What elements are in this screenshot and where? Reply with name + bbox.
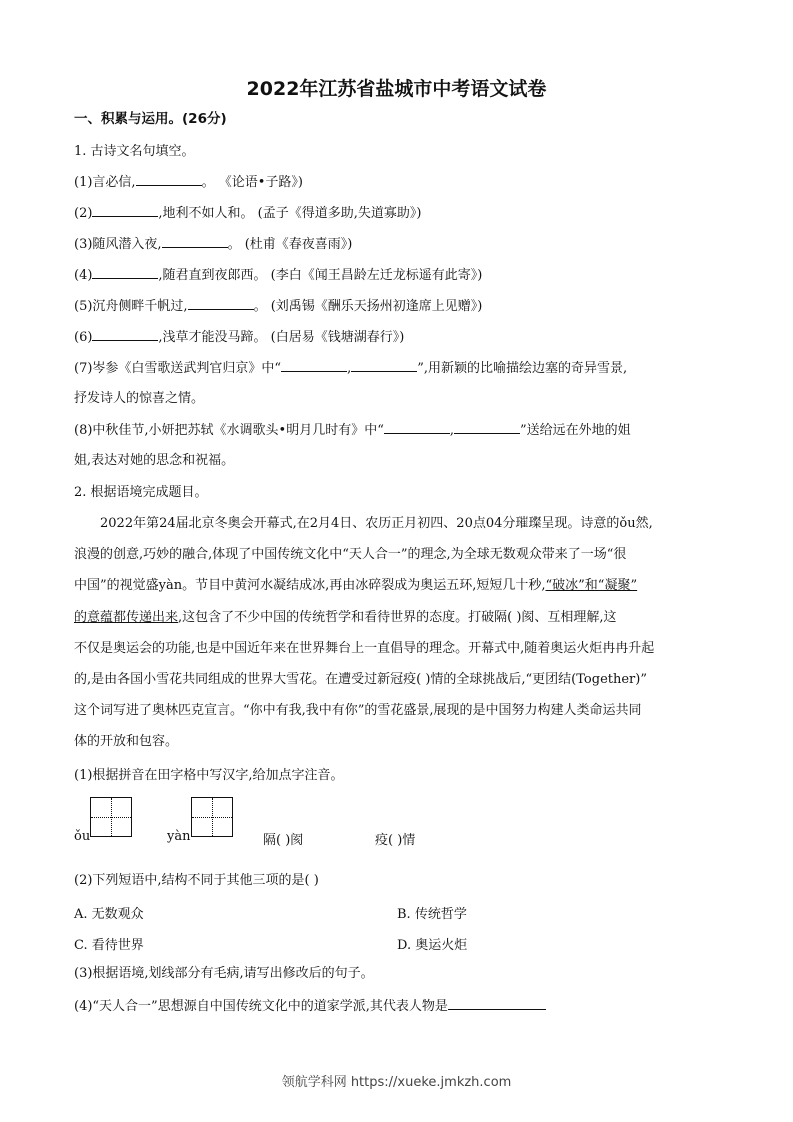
question-1-item-1: (1)言必信, 。 《论语•子路》) <box>74 175 303 190</box>
question-1-item-5: (5)沉舟侧畔千帆过, 。 (刘禹锡《酬乐天扬州初逢席上见赠》) <box>74 299 483 314</box>
answer-blank[interactable] <box>136 173 202 186</box>
sub-question-1: (1)根据拼音在田字格中写汉字,给加点字注音。 <box>74 768 344 783</box>
option-d[interactable]: D. 奥运火炬 <box>397 938 468 953</box>
passage-line: 2022年第24届北京冬奥会开幕式,在2月4日、农历正月初四、20点04分璀璨呈现。诗意的ǒu然, <box>100 516 653 531</box>
sub-question-3: (3)根据语境,划线部分有毛病,请写出修改后的句子。 <box>74 966 374 981</box>
question-1-item-8: (8)中秋佳节,小妍把苏轼《水调歌头•明月几时有》中“ , ”送给远在外地的姐 <box>74 423 631 438</box>
phonetic-ge: 隔( )阂 <box>263 833 304 848</box>
question-1-stem: 1. 古诗文名句填空。 <box>74 144 195 159</box>
answer-blank[interactable] <box>454 421 520 434</box>
answer-blank[interactable] <box>384 421 450 434</box>
question-1-item-8-cont: 姐,表达对她的思念和祝福。 <box>74 453 235 468</box>
passage-line: ,这包含了不少中国的传统哲学和看待世界的态度。打破隔( )阂、互相理解,这 <box>178 609 617 625</box>
option-c[interactable]: C. 看待世界 <box>74 938 144 953</box>
pinyin-yan: yàn <box>167 829 191 844</box>
passage-line: 不仅是奥运会的功能,也是中国近年来在世界舞台上一直倡导的理念。开幕式中,随着奥运火炬冉冉升起 <box>74 640 655 656</box>
option-b[interactable]: B. 传统哲学 <box>397 907 467 922</box>
option-a[interactable]: A. 无数观众 <box>74 907 144 922</box>
answer-blank[interactable] <box>92 328 158 341</box>
question-2-passage <box>74 508 719 758</box>
phonetic-yi: 疫( )情 <box>375 833 416 848</box>
question-1-item-4: (4) ,随君直到夜郎西。 (李白《闻王昌龄左迁龙标遥有此寄》) <box>74 268 483 283</box>
sub-question-2: (2)下列短语中,结构不同于其他三项的是( ) <box>74 873 319 888</box>
passage-line: 中国”的视觉盛yàn。节目中黄河水凝结成冰,再由冰碎裂成为奥运五环,短短几十秒, <box>74 578 546 594</box>
passage-line: 浪漫的创意,巧妙的融合,体现了中国传统文化中“天人合一”的理念,为全球无数观众带来了一场“很 <box>74 547 627 563</box>
question-1-item-3: (3)随风潜入夜, 。 (杜甫《春夜喜雨》) <box>74 237 353 252</box>
answer-blank[interactable] <box>281 359 347 372</box>
answer-blank[interactable] <box>92 266 158 279</box>
passage-line: 的,是由各国小雪花共同组成的世界大雪花。在遭受过新冠疫( )情的全球挑战后,“更团结(Together)” <box>74 672 647 688</box>
tianzige-box-1[interactable] <box>90 797 132 837</box>
answer-blank[interactable] <box>92 204 158 217</box>
answer-blank[interactable] <box>188 297 254 310</box>
question-1-item-2: (2) ,地利不如人和。 (孟子《得道多助,失道寡助》) <box>74 206 422 221</box>
passage-line: 这个词写进了奥林匹克宣言。“你中有我,我中有你”的雪花盛景,展现的是中国努力构建人类命运共同 <box>74 703 642 719</box>
question-1-item-6: (6) ,浅草才能没马蹄。 (白居易《钱塘湖春行》) <box>74 330 405 345</box>
underlined-phrase: 的意蕴都传递出来 <box>74 609 179 625</box>
question-1-item-7-cont: 抒发诗人的惊喜之情。 <box>74 391 205 406</box>
tianzige-box-2[interactable] <box>191 797 233 837</box>
section-heading: 一、积累与运用。(26分) <box>74 111 227 127</box>
answer-blank[interactable] <box>448 997 546 1010</box>
underlined-phrase: “破冰”和“凝聚” <box>545 578 638 594</box>
question-1-item-7: (7)岑参《白雪歌送武判官归京》中“ , ”,用新颖的比喻描绘边塞的奇异雪景, <box>74 361 628 376</box>
answer-blank[interactable] <box>351 359 417 372</box>
page-footer: 领航学科网 https://xueke.jmkzh.com <box>281 1075 512 1090</box>
passage-line: 体的开放和包容。 <box>74 734 179 750</box>
page-title: 2022年江苏省盐城市中考语文试卷 <box>246 78 547 100</box>
pinyin-ou: ǒu <box>74 829 91 844</box>
answer-blank[interactable] <box>162 235 228 248</box>
sub-question-4: (4)“天人合一”思想源自中国传统文化中的道家学派,其代表人物是 <box>74 997 546 1016</box>
question-2-stem: 2. 根据语境完成题目。 <box>74 485 208 500</box>
